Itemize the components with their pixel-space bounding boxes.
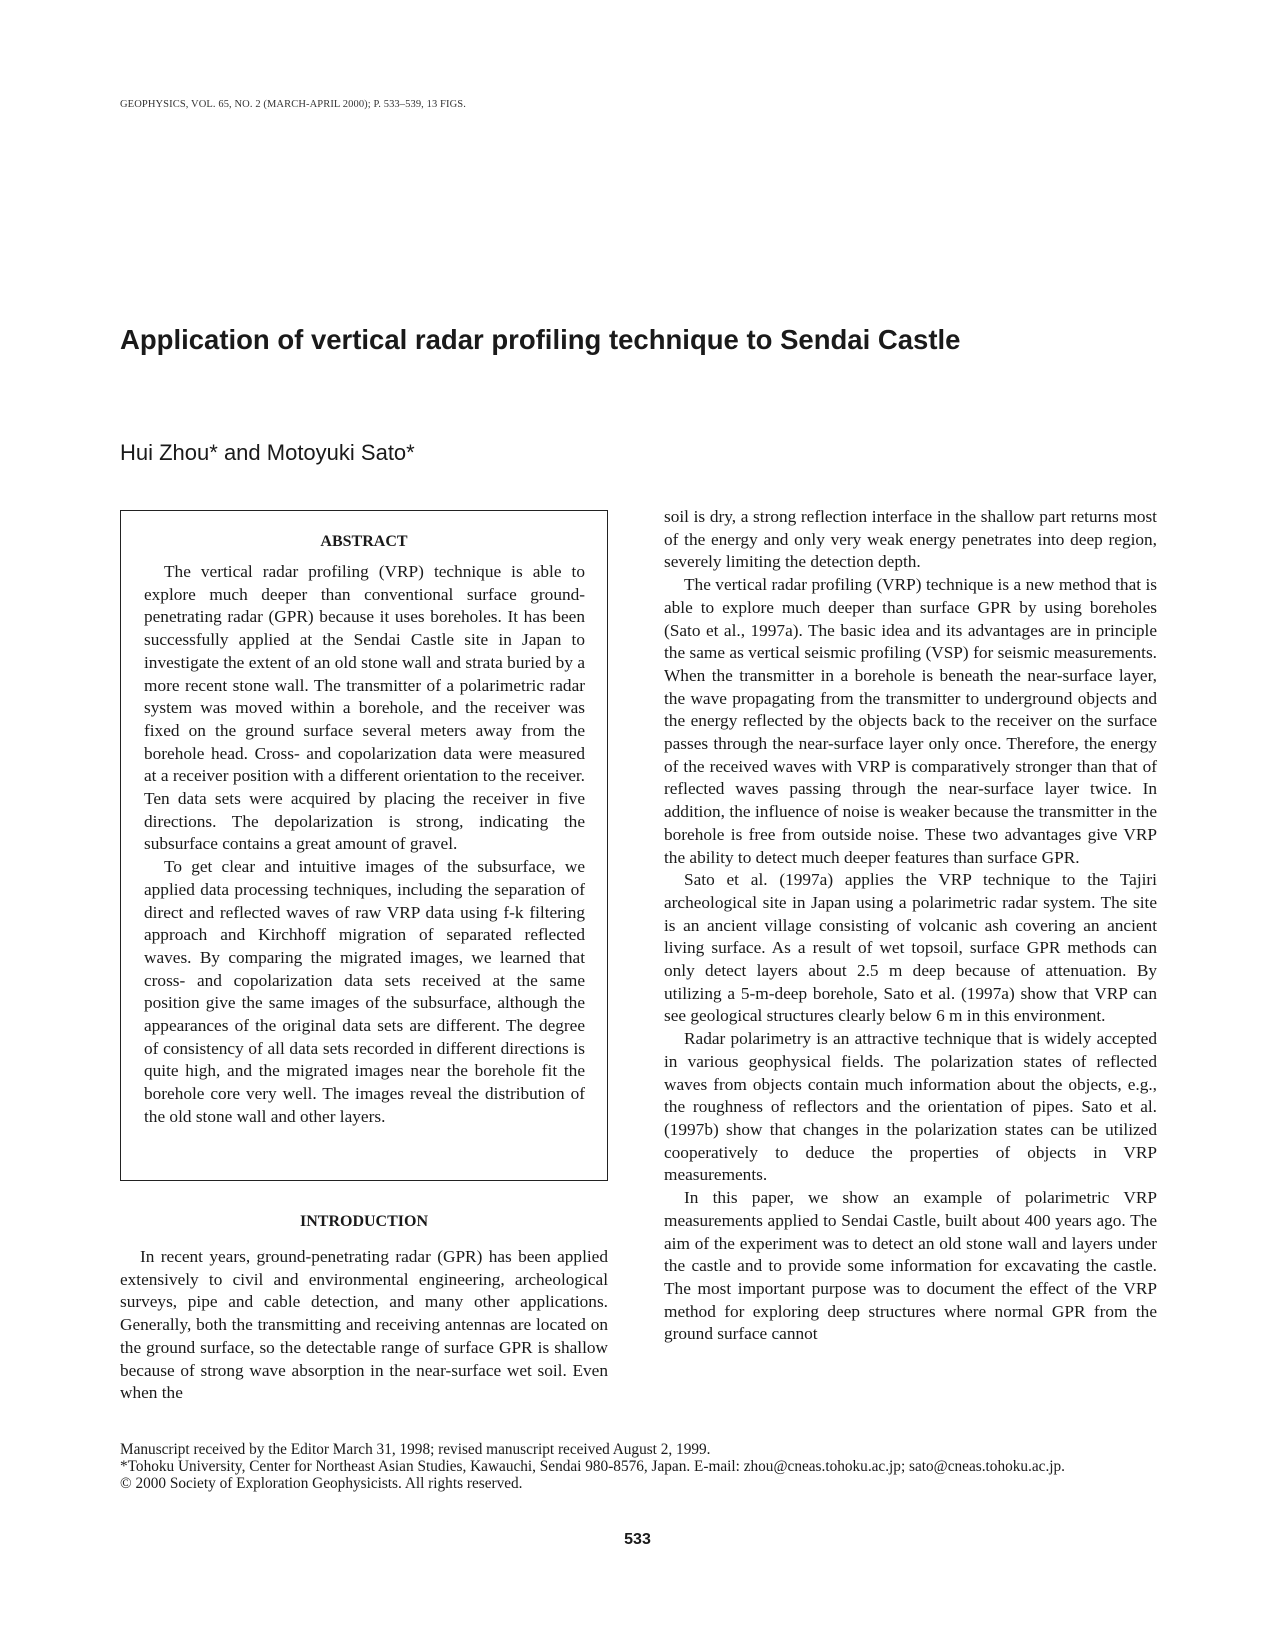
body-paragraph: Radar polarimetry is an attractive technique that is widely accepted in various geophysical fields. The polarization states of reflected waves from objects contain much information about the objects, e.g., the roughness of reflectors and the orientation of pipes. Sato et al. (1997b) show that changes in the polarization states can be utilized cooperatively to deduce the properties of objects in VRP measurements. — [664, 1029, 1157, 1185]
running-head: GEOPHYSICS, VOL. 65, NO. 2 (MARCH-APRIL 2000); P. 533–539, 13 FIGS. — [120, 99, 466, 110]
body-paragraph: The vertical radar profiling (VRP) technique is a new method that is able to explore much deeper than surface GPR by using boreholes (Sato et al., 1997a). The basic idea and its advantages are in principle the same as vertical seismic profiling (VSP) for seismic measurements. When the transmitter in a borehole is beneath the near-surface layer, the wave propagating from the transmitter to underground objects and the energy reflected by the objects back to the receiver on the surface passes through the near-surface layer only once. Therefore, the energy of the received waves with VRP is comparatively stronger than that of reflected waves passing through the near-surface layer twice. In addition, the influence of noise is weaker because the transmitter in the borehole is free from outside noise. These two advantages give VRP the ability to detect much deeper features than surface GPR. — [664, 575, 1157, 867]
abstract-paragraph: To get clear and intuitive images of the subsurface, we applied data processing techniques, including the separation of direct and reflected waves of raw VRP data using f-k filtering approach and Kirchhoff migration of separated reflected waves. By comparing the migrated images, we learned that cross- and copolarization data sets received at the same position give the same images of the subsurface, although the appearances of the original data sets are different. The degree of consistency of all data sets recorded in different directions is quite high, and the migrated images near the borehole fit the borehole core very well. The images reveal the distribution of the old stone wall and other layers. — [144, 857, 585, 1126]
manuscript-received-note: Manuscript received by the Editor March 31, 1998; revised manuscript received August 2, 1999. — [120, 1441, 711, 1458]
article-title: Application of vertical radar profiling technique to Sendai Castle — [120, 324, 961, 355]
abstract-box — [120, 510, 608, 1181]
introduction-heading: INTRODUCTION — [299, 1213, 428, 1230]
body-paragraph-continued: soil is dry, a strong reflection interface in the shallow part returns most of the energy and only very weak energy penetrates into deep region, severely limiting the detection depth. — [664, 507, 1157, 572]
page-number: 533 — [624, 1531, 651, 1548]
abstract-body — [144, 561, 585, 1129]
abstract-paragraph: The vertical radar profiling (VRP) technique is able to explore much deeper than conventional surface ground-penetrating radar (GPR) because it uses boreholes. It has been successfully applied at the Sendai Castle site in Japan to investigate the extent of an old stone wall and strata buried by a more recent stone wall. The transmitter of a polarimetric radar system was moved within a borehole, and the receiver was fixed on the ground surface several meters away from the borehole head. Cross- and copolarization data were measured at a receiver position with a different orientation to the receiver. Ten data sets were acquired by placing the receiver in five directions. The depolarization is strong, indicating the subsurface contains a great amount of gravel. — [144, 562, 585, 854]
copyright-note: © 2000 Society of Exploration Geophysicists. All rights reserved. — [120, 1475, 523, 1492]
author-affiliation-note: *Tohoku University, Center for Northeast Asian Studies, Kawauchi, Sendai 980-8576, Japan. E-mail: zhou@cneas.tohoku.ac.jp; sato@cneas.tohoku.ac.jp. — [120, 1458, 1065, 1475]
footnotes — [120, 1441, 1160, 1492]
author-line: Hui Zhou* and Motoyuki Sato* — [120, 440, 415, 465]
left-column-text — [120, 1246, 608, 1405]
body-paragraph: In this paper, we show an example of polarimetric VRP measurements applied to Sendai Castle, built about 400 years ago. The aim of the experiment was to detect an old stone wall and layers under the castle and to provide some information for excavating the castle. The most important purpose was to document the effect of the VRP method for exploring deep structures where normal GPR from the ground surface cannot — [664, 1188, 1157, 1344]
body-paragraph: Sato et al. (1997a) applies the VRP technique to the Tajiri archeological site in Japan using a polarimetric radar system. The site is an ancient village consisting of volcanic ash covering an ancient living surface. As a result of wet topsoil, surface GPR methods can only detect layers about 2.5 m deep because of attenuation. By utilizing a 5-m-deep borehole, Sato et al. (1997a) show that VRP can see geological structures clearly below 6 m in this environment. — [664, 870, 1157, 1026]
abstract-heading: ABSTRACT — [320, 533, 408, 550]
body-paragraph: In recent years, ground-penetrating radar (GPR) has been applied extensively to civil and environmental engineering, archeological surveys, pipe and cable detection, and many other applications. Generally, both the transmitting and receiving antennas are located on the ground surface, so the detectable range of surface GPR is shallow because of strong wave absorption in the near-surface wet soil. Even when the — [120, 1247, 608, 1403]
right-column-text — [664, 506, 1157, 1346]
